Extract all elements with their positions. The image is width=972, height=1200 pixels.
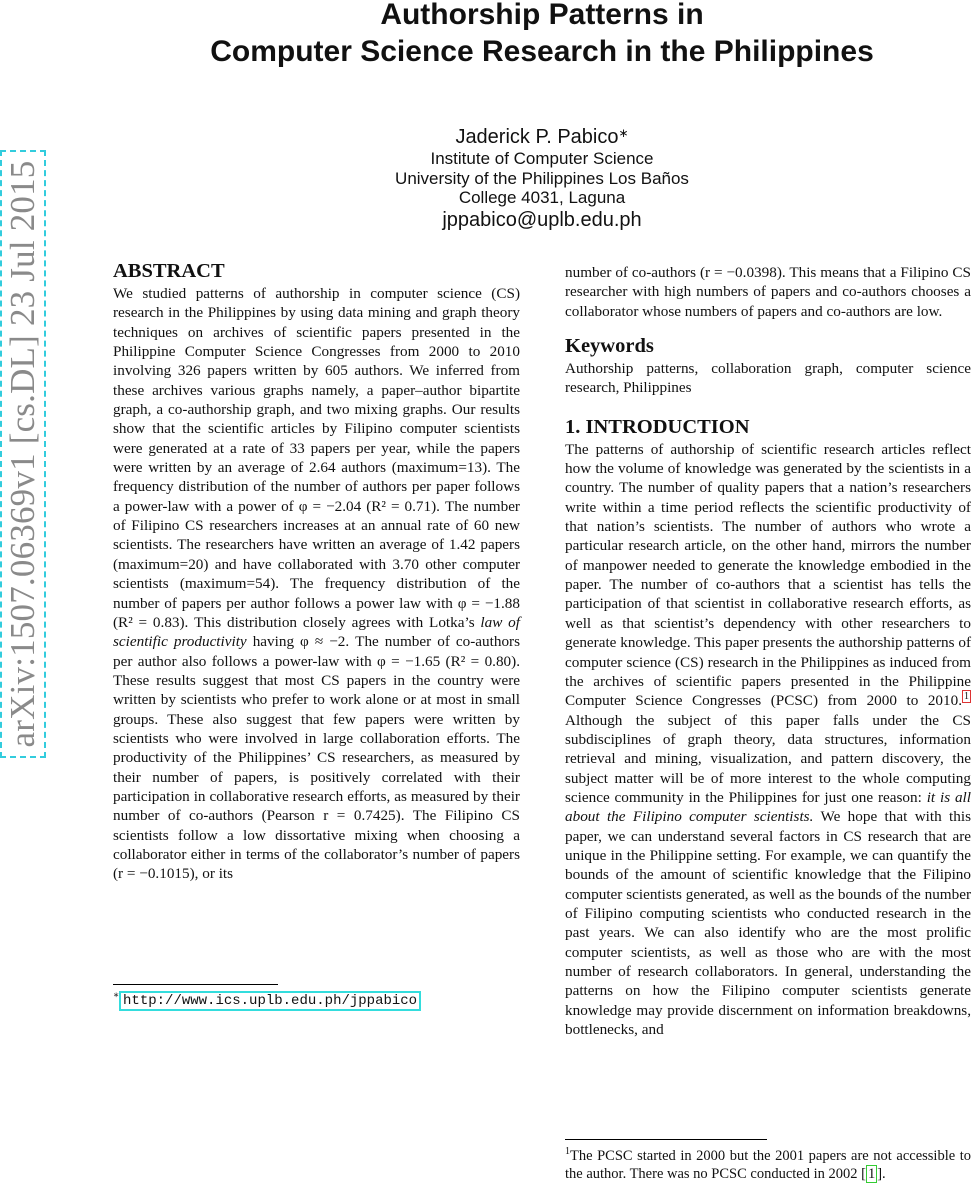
abstract-continuation: number of co-authors (r = −0.0398). This means that a Filipino CS researcher with high numbers of papers and co-authors chooses a collaborator whose numbers of papers and co-authors are low.: [565, 264, 971, 320]
intro-text-c: We hope that with this paper, we can understand several factors in CS research that are unique in the Philippine setting. For example, we can quantify the bounds of the amount of scientific knowledge that the Filipino computer scientists generated, as well as the bounds of the number of Filipino computing scientists who conducted research in the past years. We can also identify who are the most prolific computer scientists, as well as those who are with the most number of research collaborators. In general, understanding the patterns on how the Filipino computer scientists generate knowledge may provide discernment on information breakdowns, bottlenecks, and: [565, 808, 971, 1039]
affiliation-line-1: Institute of Computer Science: [430, 149, 654, 168]
right-column: [565, 263, 971, 1039]
footnote-1-end: ].: [877, 1166, 886, 1183]
abstract-italic: law of scientific productivity: [113, 613, 520, 651]
paper-title: [0, 0, 972, 70]
abstract-paragraph: [113, 284, 520, 884]
author-footnote: [113, 990, 421, 1009]
abstract-heading: ABSTRACT: [113, 260, 225, 282]
citation-link[interactable]: 1: [867, 1166, 876, 1183]
footnote-1-link[interactable]: 1: [964, 691, 969, 703]
affiliation-line-3: College 4031, Laguna: [458, 188, 626, 207]
author-homepage-link[interactable]: http://www.ics.uplb.edu.ph/jppabico: [119, 991, 421, 1011]
footnote-1-mark: 1: [565, 1146, 570, 1157]
introduction-paragraph: [565, 440, 971, 1040]
intro-italic: it is all about the Filipino computer scientists.: [565, 788, 971, 826]
author-email[interactable]: jppabico@uplb.edu.ph: [442, 208, 642, 231]
left-column: [113, 258, 520, 884]
right-footnote-rule: [565, 1139, 767, 1140]
abstract-text-cont: having φ ≈ −2. The number of co-authors per author also follows a power-law with φ = −1.65 (R² = 0.80). These results suggest that most CS papers in the country were written by scientists who prefer to work alone or at most in small groups. These also suggest that few papers were written by scientists who were involved in large collaboration efforts. The productivity of the Philippines’ CS researchers, as measured by their number of papers, is positively correlated with their participation in collaborative research efforts, as measured by their number of co-authors (Pearson r = 0.7425). The Filipino CS scientists follow a low dissortative mixing when choosing a collaborator either in terms of the collaborator’s number of papers (r = −0.1015), or its: [113, 633, 520, 883]
intro-text-a: The patterns of authorship of scientific research articles reflect how the volume of knowledge was generated by the scientists in a country. The number of quality papers that a nation’s researchers write within a time period reflects the scientific productivity of that nation’s scientists. The number of authors who wrote a particular research article, on the other hand, mirrors the number of manpower needed to generate the knowledge embodied in the paper. The number of co-authors that a scientist has tells the participation of that scientist in collaborative research efforts, as well as that scientist’s dependency with other researchers to generate knowledge. This paper presents the authorship patterns of computer science (CS) research in the Philippines as induced from the archives of scientific papers presented in the Philippine Computer Science Congresses (PCSC) from 2000 to 2010.: [565, 440, 971, 710]
footnote-mark: ∗: [113, 991, 120, 1002]
author-footnote-mark: ∗: [618, 126, 629, 140]
author-name: [0, 125, 972, 149]
arxiv-stamp-text: arXiv:1507.06369v1 [cs.DL] 23 Jul 2015: [3, 160, 42, 748]
arxiv-stamp[interactable]: [0, 150, 46, 758]
keywords-heading: Keywords: [565, 335, 654, 358]
footnote-1-text: The PCSC started in 2000 but the 2001 papers are not accessible to the author. There was no PCSC conducted in 2002 [: [565, 1147, 971, 1183]
footnote-1: [565, 1143, 971, 1184]
keywords-text: Authorship patterns, collaboration graph, computer science research, Philippines: [565, 360, 971, 397]
abstract-text: We studied patterns of authorship in computer science (CS) research in the Philippines by using data mining and graph theory techniques on archives of scientific papers presented in the Philippine Computer Science Congresses from 2000 to 2010 involving 326 papers written by 605 authors. We inferred from these archives various graphs namely, a paper–author bipartite graph, a co-authorship graph, and two mixing graphs. Our results show that the scientific articles by Filipino computer scientists were generated at a rate of 33 papers per year, while the papers were written by an average of 2.64 authors (maximum=13). The frequency distribution of the number of authors per paper follows a power-law with a power of φ = −2.04 (R² = 0.71). The number of Filipino CS researchers increases at an annual rate of 60 new scientists. The researchers have written an average of 1.42 papers (maximum=20) and have collaborated with 3.70 other computer scientists (maximum=54). The frequency distribution of the number of papers per author follows a power law with φ = −1.88 (R² = 0.83). This distribution closely agrees with Lotka’s: [113, 285, 520, 631]
title-line-2: Computer Science Research in the Philippines: [210, 35, 874, 68]
author-block: [0, 125, 972, 233]
intro-text-b: Although the subject of this paper falls under the CS subdisciplines of graph theory, data structures, information retrieval and mining, visualization, and pattern discovery, the subject matter will be of more interest to the whole computing science community in the Philippines for just one reason:: [565, 711, 971, 806]
title-line-1: Authorship Patterns in: [380, 0, 704, 31]
affiliation-line-2: University of the Philippines Los Baños: [395, 168, 689, 188]
introduction-heading: 1. INTRODUCTION: [565, 415, 750, 438]
author-name-text: Jaderick P. Pabico: [455, 126, 619, 148]
left-footnote-rule: [113, 984, 278, 985]
